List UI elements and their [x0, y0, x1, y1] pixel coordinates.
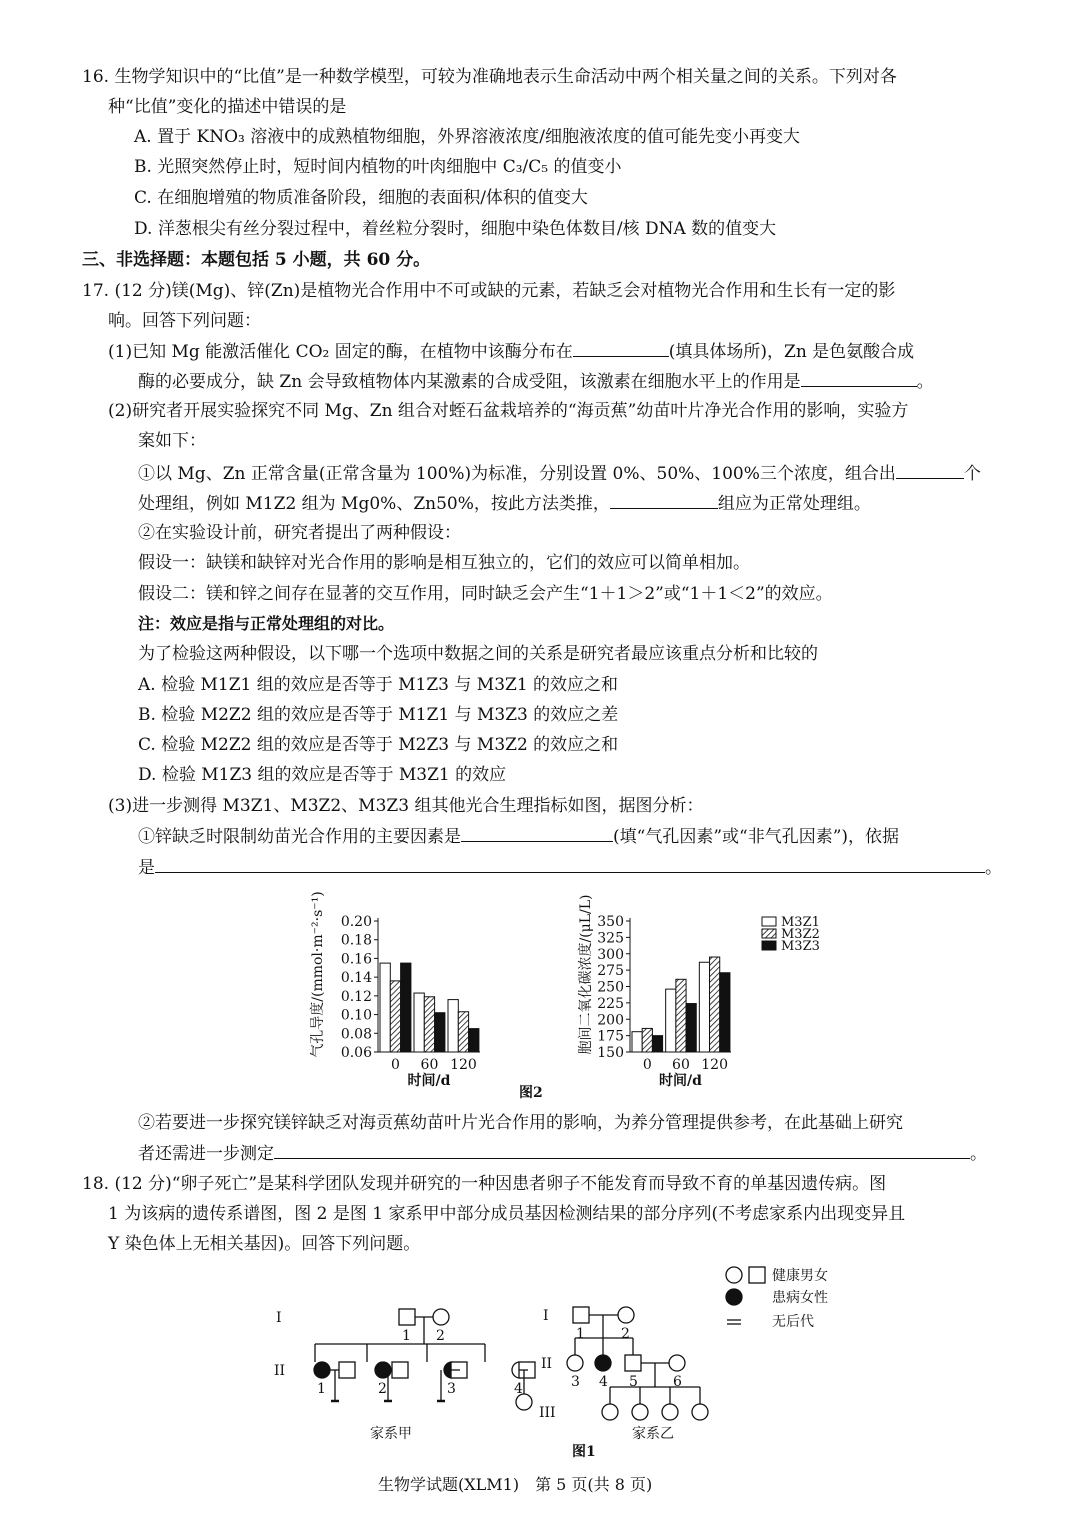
- x-tick-label: 60: [672, 1057, 690, 1073]
- q16-stem-cont: 种“比值”变化的描述中错误的是: [108, 97, 347, 117]
- y-tick-label: 300: [597, 946, 624, 963]
- hypothesis-2: 假设二：镁和锌之间存在显著的交互作用，同时缺乏会产生“1＋1＞2”或“1＋1＜2”的效应。: [138, 584, 833, 604]
- pedigree-male: [392, 1362, 408, 1378]
- y-tick-label: 0.18: [340, 932, 372, 949]
- pedigree-female: [692, 1404, 708, 1420]
- y-tick-label: 200: [597, 1012, 624, 1029]
- pedigree-male: [339, 1362, 355, 1378]
- q16-stem: 16. 生物学知识中的“比值”是一种数学模型，可较为准确地表示生命活动中两个相关量之间的关系。下列对各: [82, 67, 897, 87]
- legend-affected: 患病女性: [772, 1290, 828, 1306]
- y-tick-label: 250: [597, 979, 624, 996]
- pedigree-female: [669, 1355, 685, 1371]
- text: (填“气孔因素”或“非气孔因素”)，依据: [613, 827, 900, 847]
- text: 。: [970, 1144, 987, 1164]
- hypothesis-1: 假设一：缺镁和缺锌对光合作用的影响是相互独立的，它们的效应可以简单相加。: [138, 553, 750, 573]
- legend-label: M3Z2: [781, 927, 820, 942]
- y-tick-label: 350: [597, 914, 624, 930]
- pedigree-male: [399, 1309, 415, 1325]
- y-tick-label: 0.16: [340, 951, 372, 968]
- q17-part3-line4: ②若要进一步探究镁锌缺乏对海贡蕉幼苗叶片光合作用的影响，为养分管理提供参考，在此基础上研究: [138, 1113, 903, 1133]
- q18-stem-cont: 1 为该病的遗传系谱图，图 2 是图 1 家系甲中部分成员基因检测结果的部分序列(不考虑家系内出现变异且: [108, 1204, 906, 1224]
- q16-option-c: C. 在细胞增殖的物质准备阶段，细胞的表面积/体积的值变大: [134, 188, 588, 208]
- pedigree-female: [662, 1404, 678, 1420]
- text: 。: [985, 858, 1002, 878]
- page-footer: 生物学试题(XLM1) 第 5 页(共 8 页): [378, 1475, 653, 1494]
- x-tick-label: 60: [420, 1057, 439, 1073]
- text: 者还需进一步测定: [138, 1144, 274, 1164]
- text: ①以 Mg、Zn 正常含量(正常含量为 100%)为标准，分别设置 0%、50%、100%三个浓度，组合出: [138, 464, 896, 484]
- figure-2-caption: 图2: [519, 1085, 543, 1101]
- member-number: 2: [436, 1328, 445, 1344]
- text: ①锌缺乏时限制幼苗光合作用的主要因素是: [138, 827, 461, 847]
- member-number: 3: [571, 1374, 580, 1390]
- text: (1)已知 Mg 能激活催化 CO₂ 固定的酶，在植物中该酶分布在: [108, 342, 573, 362]
- x-tick-label: 0: [642, 1057, 652, 1073]
- pedigree-female: [433, 1309, 449, 1325]
- member-number: 1: [576, 1326, 585, 1342]
- y-tick-label: 0.14: [340, 970, 372, 987]
- y-tick-label: 0.20: [340, 914, 372, 930]
- y-tick-label: 275: [597, 963, 624, 980]
- text: 。: [916, 372, 934, 392]
- member-number: 1: [402, 1328, 411, 1344]
- q17-part2-line2: 案如下：: [138, 431, 206, 451]
- pedigree-male: [625, 1355, 641, 1371]
- member-number: 3: [447, 1381, 456, 1397]
- generation-label: I: [276, 1310, 282, 1326]
- q17-part3-line1: (3)进一步测得 M3Z1、M3Z2、M3Z3 组其他光合生理指标如图，据图分析：: [108, 796, 704, 816]
- member-number: 1: [317, 1381, 326, 1397]
- pedigree-female: [602, 1404, 618, 1420]
- y-tick-label: 0.08: [340, 1026, 372, 1043]
- q17-option-c: C. 检验 M2Z2 组的效应是否等于 M2Z3 与 M3Z2 的效应之和: [138, 735, 619, 755]
- legend-label: M3Z3: [781, 939, 820, 954]
- family-b-label: 家系乙: [632, 1426, 674, 1442]
- q17-option-b: B. 检验 M2Z2 组的效应是否等于 M1Z1 与 M3Z3 的效应之差: [138, 705, 619, 725]
- x-tick-label: 0: [390, 1057, 400, 1073]
- member-number: 5: [629, 1374, 638, 1390]
- member-number: 4: [514, 1381, 523, 1397]
- y-axis-label: 气孔导度/(mmol·m⁻²·s⁻¹): [310, 891, 326, 1058]
- q17-option-a: A. 检验 M1Z1 组的效应是否等于 M1Z3 与 M3Z1 的效应之和: [138, 675, 619, 695]
- text: 酶的必要成分，缺 Zn 会导致植物体内某激素的合成受阻，该激素在细胞水平上的作用是: [138, 372, 801, 392]
- pedigree-female: [632, 1404, 648, 1420]
- legend-no-offspring-icon: [727, 1320, 741, 1324]
- member-number: 4: [599, 1374, 608, 1390]
- generation-label: I: [543, 1308, 549, 1324]
- y-axis-label: 胞间二氧化碳浓度/(μL/L): [578, 894, 594, 1055]
- pedigree-female: [567, 1355, 583, 1371]
- generation-label: II: [274, 1363, 286, 1379]
- x-axis-label: 时间/d: [659, 1073, 702, 1089]
- q17-ask: 为了检验这两种假设，以下哪一个选项中数据之间的关系是研究者最应该重点分析和比较的: [138, 644, 818, 664]
- pedigree-male: [573, 1307, 589, 1323]
- note: 注：效应是指与正常处理组的对比。: [138, 614, 395, 633]
- y-tick-label: 175: [597, 1028, 624, 1045]
- figure-1-caption: 图1: [572, 1444, 596, 1460]
- x-tick-label: 120: [701, 1057, 729, 1073]
- x-tick-label: 120: [450, 1057, 477, 1073]
- generation-label: III: [539, 1405, 556, 1421]
- x-axis-label: 时间/d: [407, 1073, 451, 1089]
- pedigree-affected-female: [314, 1362, 330, 1378]
- legend-label: M3Z1: [781, 915, 820, 930]
- q18-stem: 18. (12 分)“卵子死亡”是某科学团队发现并研究的一种因患者卵子不能发育而导致不育的单基因遗传病。图: [82, 1174, 887, 1194]
- pedigree-affected-female: [595, 1355, 611, 1371]
- legend-healthy-male-icon: [749, 1267, 765, 1283]
- member-number: 2: [621, 1326, 630, 1342]
- q16-option-d: D. 洋葱根尖有丝分裂过程中，着丝粒分裂时，细胞中染色体数目/核 DNA 数的值变大: [134, 219, 777, 239]
- y-tick-label: 150: [597, 1045, 624, 1061]
- legend-healthy: 健康男女: [772, 1268, 828, 1284]
- family-a-label: 家系甲: [370, 1426, 412, 1442]
- q17-option-d: D. 检验 M1Z3 组的效应是否等于 M3Z1 的效应: [138, 765, 507, 785]
- q17-part2-line5: ②在实验设计前，研究者提出了两种假设：: [138, 523, 461, 543]
- member-number: 6: [673, 1374, 682, 1390]
- q16-option-b: B. 光照突然停止时，短时间内植物的叶肉细胞中 C₃/C₅ 的值变小: [134, 157, 622, 177]
- y-tick-label: 0.06: [340, 1045, 372, 1061]
- generation-label: II: [541, 1356, 553, 1372]
- text: 个: [963, 464, 981, 484]
- legend-affected-female-icon: [726, 1289, 742, 1305]
- y-tick-label: 0.10: [340, 1007, 372, 1024]
- q18-stem-cont2: Y 染色体上无相关基因)。回答下列问题。: [108, 1234, 421, 1254]
- legend-no-offspring: 无后代: [772, 1314, 814, 1330]
- text: (填具体场所)，Zn 是色氨酸合成: [668, 342, 915, 362]
- q17-stem: 17. (12 分)镁(Mg)、锌(Zn)是植物光合作用中不可或缺的元素，若缺乏会对植物光合作用和生长有一定的影: [82, 281, 896, 301]
- text: 处理组，例如 M1Z2 组为 Mg0%、Zn50%，按此方法类推，: [138, 494, 610, 514]
- section-heading: 三、非选择题：本题包括 5 小题，共 60 分。: [82, 250, 431, 270]
- y-tick-label: 0.12: [340, 988, 372, 1005]
- member-number: 2: [378, 1381, 387, 1397]
- legend-healthy-female-icon: [726, 1267, 742, 1283]
- q16-option-a: A. 置于 KNO₃ 溶液中的成熟植物细胞，外界溶液浓度/细胞液浓度的值可能先变小再变大: [134, 127, 800, 147]
- y-tick-label: 225: [597, 995, 624, 1012]
- pedigree-female: [618, 1307, 634, 1323]
- q17-part2-line1: (2)研究者开展实验探究不同 Mg、Zn 组合对蛭石盆栽培养的“海贡蕉”幼苗叶片净光合作用的影响，实验方: [108, 401, 909, 421]
- text: 是: [138, 858, 155, 878]
- text: 组应为正常处理组。: [717, 494, 871, 514]
- q17-stem-cont: 响。回答下列问题：: [108, 311, 261, 331]
- y-tick-label: 325: [597, 930, 624, 947]
